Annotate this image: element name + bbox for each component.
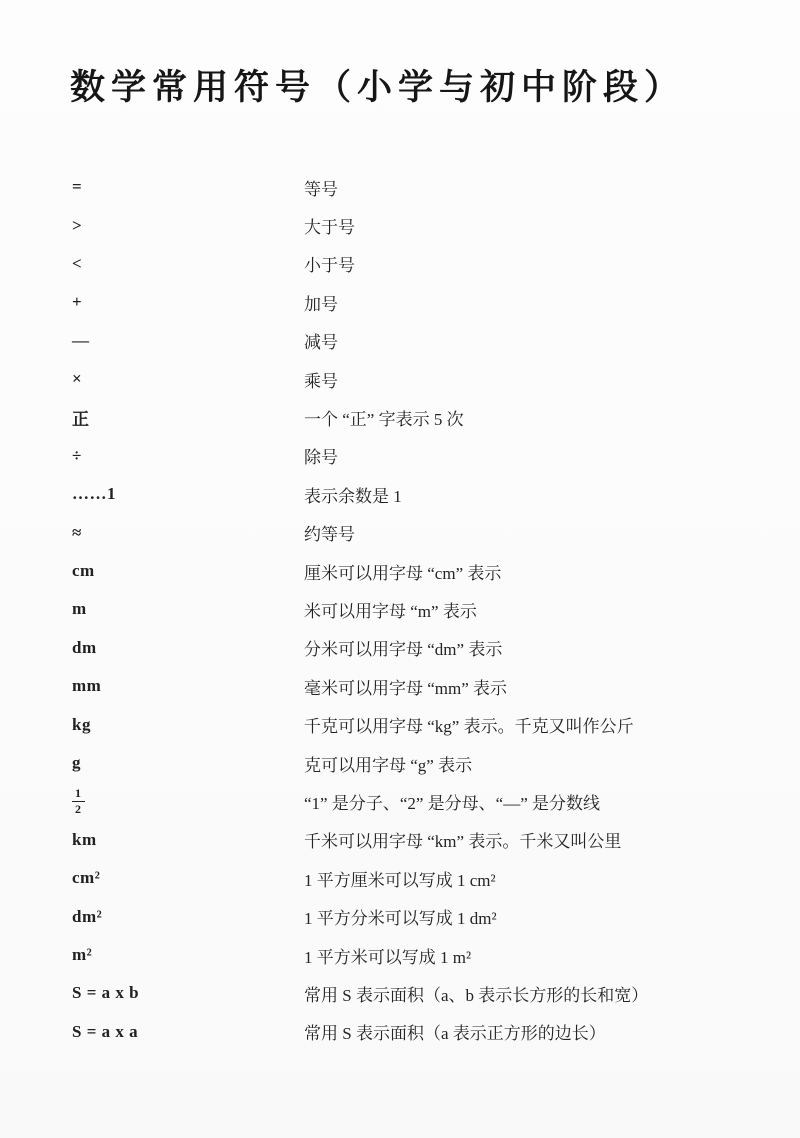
table-row: [72, 936, 742, 974]
symbol-cell: ×: [72, 369, 83, 389]
table-row: [72, 821, 742, 859]
description-cell: 米可以用字母 “m” 表示: [304, 601, 477, 621]
table-row: [72, 629, 742, 667]
description-cell: 减号: [304, 333, 338, 353]
description-cell: 加号: [304, 294, 338, 314]
fraction-numerator: 1: [75, 786, 82, 801]
symbol-cell: cm: [72, 561, 95, 581]
description-cell: 毫米可以用字母 “mm” 表示: [304, 678, 508, 698]
description-cell: 约等号: [304, 525, 355, 545]
description-cell: 厘米可以用字母 “cm” 表示: [304, 563, 502, 583]
symbol-cell: —: [72, 330, 90, 350]
table-row: [72, 168, 742, 206]
symbol-table: [72, 168, 742, 1051]
symbol-cell: ……1: [72, 484, 116, 504]
symbol-cell: dm²: [72, 906, 103, 926]
description-cell: 千克可以用字母 “kg” 表示。千克又叫作公斤: [304, 717, 634, 737]
symbol-cell: <: [72, 253, 83, 273]
symbol-cell: ≈: [72, 522, 82, 542]
table-row: [72, 590, 742, 628]
description-cell: 小于号: [304, 256, 355, 276]
description-cell: “1” 是分子、“2” 是分母、“—” 是分数线: [304, 793, 601, 813]
description-cell: 乘号: [304, 371, 338, 391]
description-cell: 常用 S 表示面积（a 表示正方形的边长）: [304, 1024, 606, 1044]
symbol-cell: ÷: [72, 445, 82, 465]
table-row: [72, 667, 742, 705]
description-cell: 大于号: [304, 218, 355, 238]
symbol-cell: dm: [72, 637, 97, 657]
table-row: [72, 475, 742, 513]
table-row: [72, 705, 742, 743]
table-row: [72, 437, 742, 475]
table-row: [72, 206, 742, 244]
table-row: [72, 322, 742, 360]
symbol-cell: m: [72, 599, 87, 619]
table-row: [72, 1013, 742, 1051]
symbol-cell: S = a x b: [72, 983, 140, 1003]
description-cell: 1 平方分米可以写成 1 dm²: [304, 909, 497, 929]
table-row: [72, 859, 742, 897]
fraction-denominator: 2: [72, 801, 85, 816]
table-row: [72, 782, 742, 820]
description-cell: 一个 “正” 字表示 5 次: [304, 410, 464, 430]
fraction-symbol: [72, 787, 85, 815]
symbol-cell: g: [72, 753, 81, 773]
description-cell: 等号: [304, 179, 338, 199]
symbol-cell: km: [72, 829, 97, 849]
symbol-cell: S = a x a: [72, 1021, 139, 1041]
table-row: [72, 552, 742, 590]
table-row: [72, 514, 742, 552]
symbol-cell: +: [72, 292, 83, 312]
table-row: [72, 283, 742, 321]
description-cell: 1 平方厘米可以写成 1 cm²: [304, 870, 496, 890]
symbol-cell: [72, 787, 304, 815]
table-row: [72, 245, 742, 283]
description-cell: 千米可以用字母 “km” 表示。千米又叫公里: [304, 832, 622, 852]
table-row: [72, 897, 742, 935]
description-cell: 除号: [304, 448, 338, 468]
description-cell: 分米可以用字母 “dm” 表示: [304, 640, 503, 660]
symbol-cell: mm: [72, 676, 102, 696]
symbol-cell: =: [72, 177, 83, 197]
symbol-cell: cm²: [72, 868, 101, 888]
page-title: 数学常用符号（小学与初中阶段）: [70, 68, 686, 107]
description-cell: 克可以用字母 “g” 表示: [304, 755, 473, 775]
description-cell: 表示余数是 1: [304, 486, 402, 506]
symbol-cell: >: [72, 215, 83, 235]
symbol-cell: m²: [72, 945, 93, 964]
symbol-cell: 正: [72, 410, 90, 430]
table-row: [72, 360, 742, 398]
symbol-cell: kg: [72, 714, 91, 734]
table-row: [72, 398, 742, 436]
description-cell: 常用 S 表示面积（a、b 表示长方形的长和宽）: [304, 985, 649, 1005]
table-row: [72, 744, 742, 782]
description-cell: 1 平方米可以写成 1 m²: [304, 947, 472, 967]
table-row: [72, 974, 742, 1012]
